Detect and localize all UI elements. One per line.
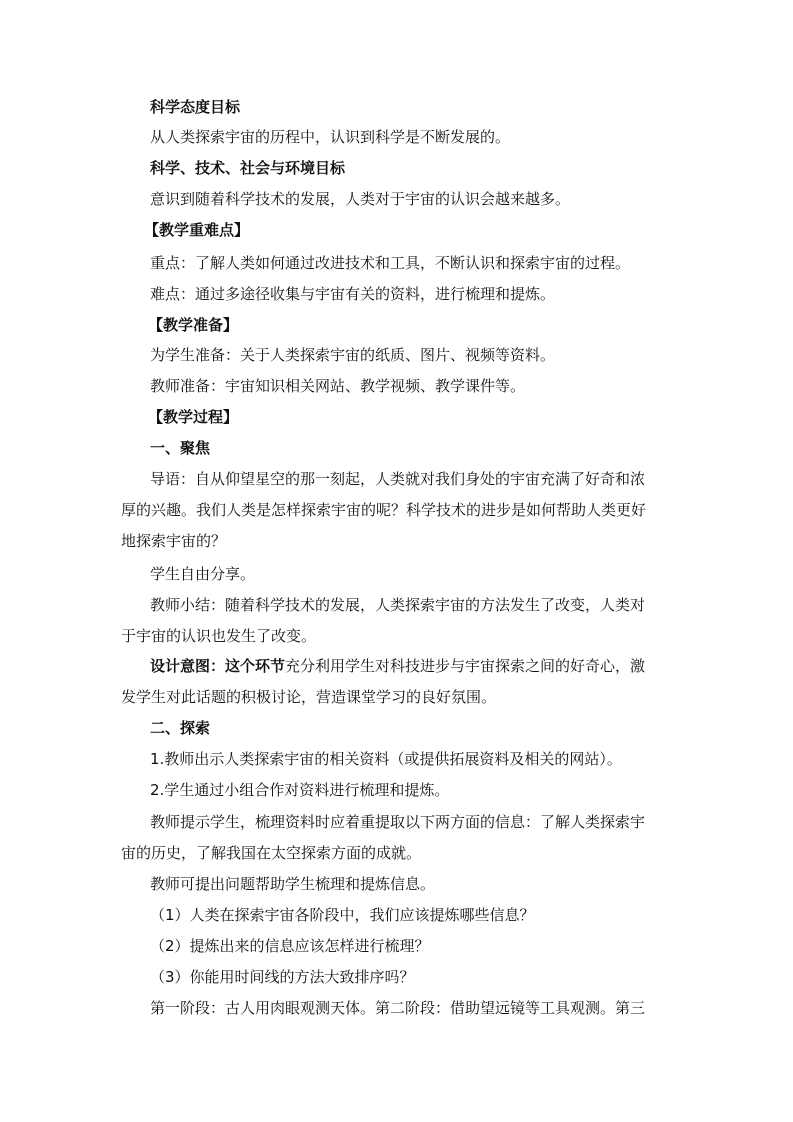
question-intro: 教师可提出问题帮助学生梳理和提炼信息。 <box>150 875 436 893</box>
hint-line-1: 教师提示学生，梳理资料时应着重提取以下两方面的信息：了解人类探索宇 <box>150 813 646 831</box>
explore-heading: 二、探索 <box>150 719 211 737</box>
intro-line-3: 地探索宇宙的？ <box>121 532 227 550</box>
focus-heading: 一、聚焦 <box>150 439 211 457</box>
key-points-heading: 【教学重难点】 <box>144 221 250 239</box>
stse-text: 意识到随着科学技术的发展，人类对于宇宙的认识会越来越多。 <box>150 190 571 208</box>
stages-line: 第一阶段：古人用肉眼观测天体。第二阶段：借助望远镜等工具观测。第三 <box>150 999 646 1017</box>
process-heading: 【教学过程】 <box>148 408 239 426</box>
design-intent-line-1 <box>150 656 645 676</box>
summary-line-2: 于宇宙的认识也发生了改变。 <box>121 627 317 645</box>
design-intent-line-2: 发学生对此话题的积极讨论，营造课堂学习的良好氛围。 <box>121 688 497 706</box>
design-intent-label: 设计意图：这个环节 <box>150 657 286 675</box>
student-share: 学生自由分享。 <box>150 565 256 583</box>
step-2: 2.学生通过小组合作对资料进行梳理和提炼。 <box>150 781 450 799</box>
design-intent-text: 充分利用学生对科技进步与宇宙探索之间的好奇心，激 <box>285 657 646 675</box>
difficult-point: 难点：通过多途径收集与宇宙有关的资料，进行梳理和提炼。 <box>150 285 556 303</box>
intro-line-2: 厚的兴趣。我们人类是怎样探索宇宙的呢？科学技术的进步是如何帮助人类更好 <box>121 501 647 519</box>
step-1: 1.教师出示人类探索宇宙的相关资料（或提供拓展资料及相关的网站）。 <box>150 750 622 768</box>
hint-line-2: 宙的历史，了解我国在太空探索方面的成就。 <box>121 844 422 862</box>
question-3: （3）你能用时间线的方法大致排序吗？ <box>150 968 415 986</box>
attitude-text: 从人类探索宇宙的历程中，认识到科学是不断发展的。 <box>150 128 511 146</box>
intro-line-1: 导语：自从仰望星空的那一刻起，人类就对我们身处的宇宙充满了好奇和浓 <box>150 470 646 488</box>
prep-heading: 【教学准备】 <box>148 316 239 334</box>
prep-students: 为学生准备：关于人类探索宇宙的纸质、图片、视频等资料。 <box>150 346 556 364</box>
summary-line-1: 教师小结：随着科学技术的发展，人类探索宇宙的方法发生了改变，人类对 <box>150 596 646 614</box>
question-1: （1）人类在探索宇宙各阶段中，我们应该提炼哪些信息？ <box>150 906 535 924</box>
key-point: 重点：了解人类如何通过改进技术和工具，不断认识和探索宇宙的过程。 <box>150 254 631 272</box>
prep-teacher: 教师准备：宇宙知识相关网站、教学视频、教学课件等。 <box>150 377 526 395</box>
question-2: （2）提炼出来的信息应该怎样进行梳理？ <box>150 937 430 955</box>
stse-heading: 科学、技术、社会与环境目标 <box>150 159 346 177</box>
attitude-heading: 科学态度目标 <box>150 98 241 116</box>
